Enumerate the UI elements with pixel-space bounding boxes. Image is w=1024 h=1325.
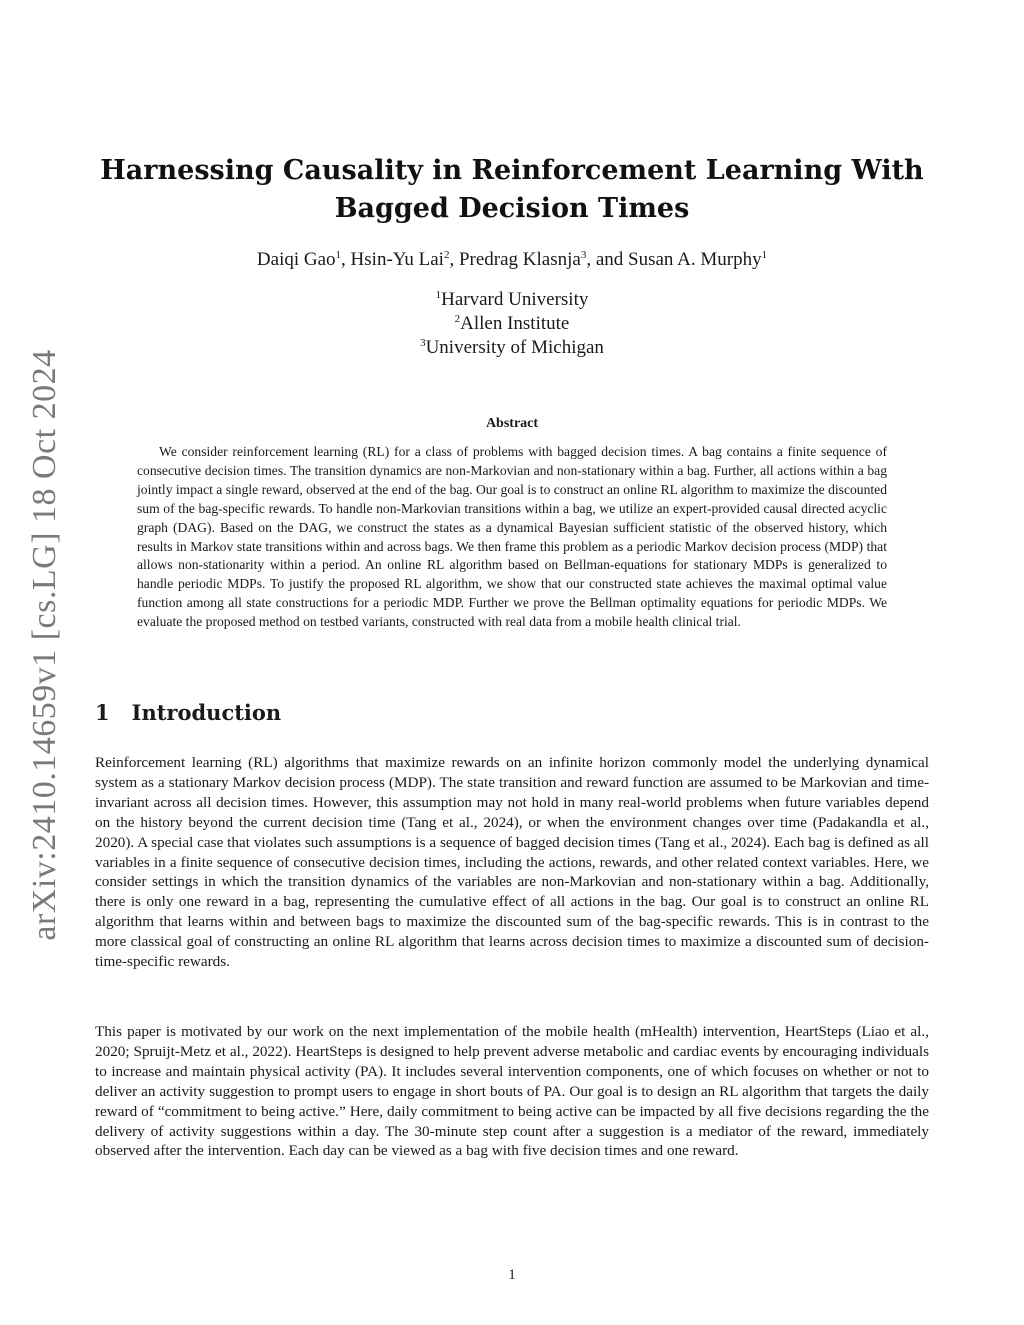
abstract-heading: Abstract [485,416,539,431]
author: Susan A. Murphy$^1$ [628,249,768,270]
intro-paragraph: This paper is motivated by our work on the next implementation of the mobile health (mHealth) intervention, HeartSteps (Liao et al., 2020; Spruijt-Metz et al., 2022). HeartSteps is designed to help prevent adverse metabolic and cardiac events by encouraging individuals to increase and maintain physical activity (PA). It includes several intervention components, one of which focuses on whether or not to deliver an activity suggestion to prompt users to engage in short bouts of PA. Our goal is to design an RL algorithm that targets the daily reward of “commitment to being active.” Here, daily commitment to being active can be impacted by all five decisions regarding the the delivery of activity suggestions within a day. The 30-minute step count after a suggestion is a mediator of the reward, immediately observed after the intervention. Each day can be viewed as a bag with five decision times and one reward. [95,1023,929,1160]
author-list [100,248,924,272]
arxiv-identifier-stamp: arXiv:2410.14659v1 [cs.LG] 18 Oct 2024 [26,349,63,941]
paper-title: Harnessing Causality in Reinforcement Learning With Bagged Decision Times [100,155,924,224]
intro-paragraph: Reinforcement learning (RL) algorithms that maximize rewards on an infinite horizon commonly model the underlying dynamical system as a stationary Markov decision process (MDP). The state transition and reward function are assumed to be Markovian and time-invariant across all decision times. However, this assumption may not hold in many real-world problems when future variables depend on the history beyond the current decision time (Tang et al., 2024), or when the environment changes over time (Padakandla et al., 2020). A special case that violates such assumptions is a sequence of bagged decision times (Tang et al., 2024). Each bag is defined as all variables in a finite sequence of consecutive decision times, including the actions, rewards, and other related context variables. Here, we consider settings in which the transition dynamics of the variables are non-Markovian and non-stationary within a bag. Additionally, there is only one reward in a bag, representing the cumulative effect of all actions in the bag. Our goal is to construct an online RL algorithm that learns within and between bags to maximize the discounted sum of the bag-specific rewards. This is in contrast to the more classical goal of constructing an online RL algorithm that learns across decision times to maximize a discounted sum of decision-time-specific rewards. [95,754,929,971]
author: Hsin-Yu Lai$^2$, [350,249,459,270]
abstract-text: We consider reinforcement learning (RL) for a class of problems with bagged decision times. A bag contains a finite sequence of consecutive decision times. The transition dynamics are non-Markovian and non-stationary within a bag. Further, all actions within a bag jointly impact a single reward, observed at the end of the bag. Our goal is to construct an online RL algorithm to maximize the discounted sum of the bag-specific rewards. To handle non-Markovian transitions within a bag, we utilize an expert-provided causal directed acyclic graph (DAG). Based on the DAG, we construct the states as a dynamical Bayesian sufficient statistic of the observed history, which results in Markov state transitions within and across bags. We then frame this problem as a periodic Markov decision process (MDP) that allows non-stationarity within a period. An online RL algorithm based on Bellman-equations for stationary MDPs is generalized to handle periodic MDPs. To justify the proposed RL algorithm, we show that our constructed state achieves the maximal optimal value function among all state constructions for a periodic MDP. Further we prove the Bellman optimality equations for periodic MDPs. We evaluate the proposed method on testbed variants, constructed with real data from a mobile health clinical trial. [137,444,887,630]
author: Predrag Klasnja$^3$, and [458,249,629,270]
section-number: 1 [95,700,110,725]
section-heading [95,700,281,725]
affiliation: $^2$Allen Institute [454,313,570,334]
section-title: Introduction [131,700,282,725]
page-number: 1 [508,1267,516,1283]
affiliation: $^3$University of Michigan [420,337,604,358]
affiliation: $^1$Harvard University [435,289,589,310]
affiliation-list [100,288,924,360]
author: Daiqi Gao$^1$, [256,249,351,270]
